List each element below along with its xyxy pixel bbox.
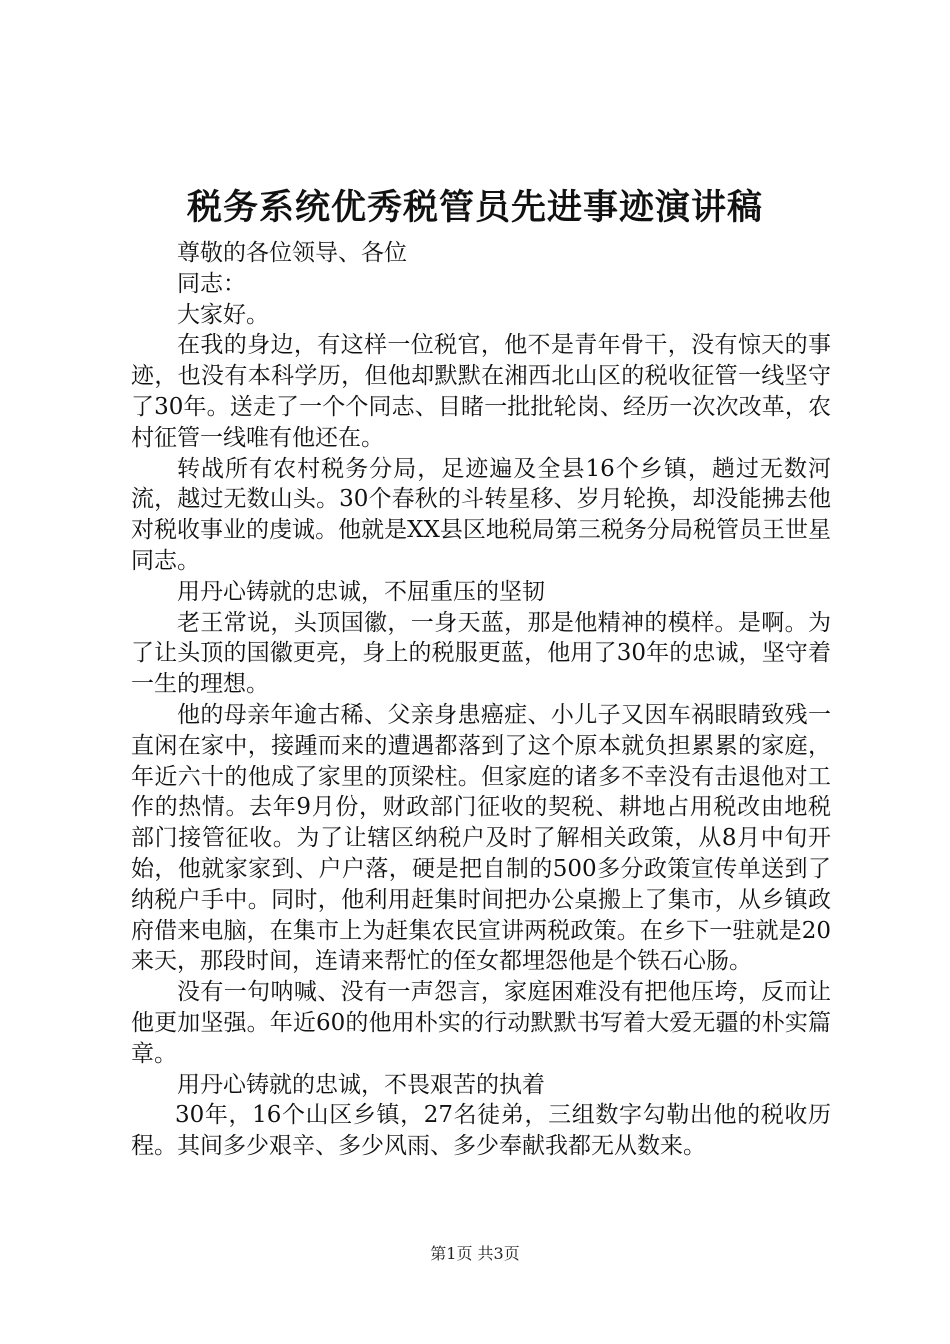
body-paragraph: 他的母亲年逾古稀、父亲身患癌症、小儿子又因车祸眼睛致残一直闲在家中，接踵而来的遭遇都落到了这个原本就负担累累的家庭，年近六十的他成了家里的顶梁柱。但家庭的诸多不幸没有击退他对工作的热情。去年9月份，财政部门征收的契税、耕地占用税改由地税部门接管征收。为了让辖区纳税户及时了解相关政策，从8月中旬开始，他就家家到、户户落，硬是把自制的500多分政策宣传单送到了纳税户手中。同时，他利用赶集时间把办公桌搬上了集市，从乡镇政府借来电脑，在集市上为赶集农民宣讲两税政策。在乡下一驻就是20来天，那段时间，连请来帮忙的侄女都埋怨他是个铁石心肠。 <box>131 701 831 975</box>
section-heading: 用丹心铸就的忠诚，不屈重压的坚韧 <box>177 578 545 605</box>
body-paragraph: 转战所有农村税务分局，足迹遍及全县16个乡镇，趟过无数河流，越过无数山头。30个春秋的斗转星移、岁月轮换，却没能拂去他对税收事业的虔诚。他就是XX县区地税局第三税务分局税管员王世星同志。 <box>131 455 831 574</box>
body-paragraph: 在我的身边，有这样一位税官，他不是青年骨干，没有惊天的事迹，也没有本科学历，但他却默默在湘西北山区的税收征管一线坚守了30年。送走了一个个同志、目睹一批批轮岗、经历一次次改革，农村征管一线唯有他还在。 <box>131 332 831 451</box>
greeting-line: 大家好。 <box>177 301 269 328</box>
section-heading: 用丹心铸就的忠诚，不畏艰苦的执着 <box>177 1071 545 1098</box>
body-paragraph: 没有一句呐喊、没有一声怨言，家庭困难没有把他压垮，反而让他更加坚强。年近60的他用朴实的行动默默书写着大爱无疆的朴实篇章。 <box>131 979 831 1067</box>
greeting-line: 同志： <box>177 270 246 297</box>
greeting-line: 尊敬的各位领导、各位 <box>177 240 407 266</box>
document-body <box>131 238 831 1162</box>
body-paragraph: 老王常说，头顶国徽，一身天蓝，那是他精神的模样。是啊。为了让头顶的国徽更亮，身上的税服更蓝，他用了30年的忠诚，坚守着一生的理想。 <box>131 609 831 698</box>
body-paragraph: 30年，16个山区乡镇，27名徒弟，三组数字勾勒出他的税收历程。其间多少艰辛、多少风雨、多少奉献我都无从数来。 <box>131 1102 831 1160</box>
page-number: 第1页 共3页 <box>430 1244 520 1263</box>
document-title: 税务系统优秀税管员先进事迹演讲稿 <box>186 187 763 228</box>
